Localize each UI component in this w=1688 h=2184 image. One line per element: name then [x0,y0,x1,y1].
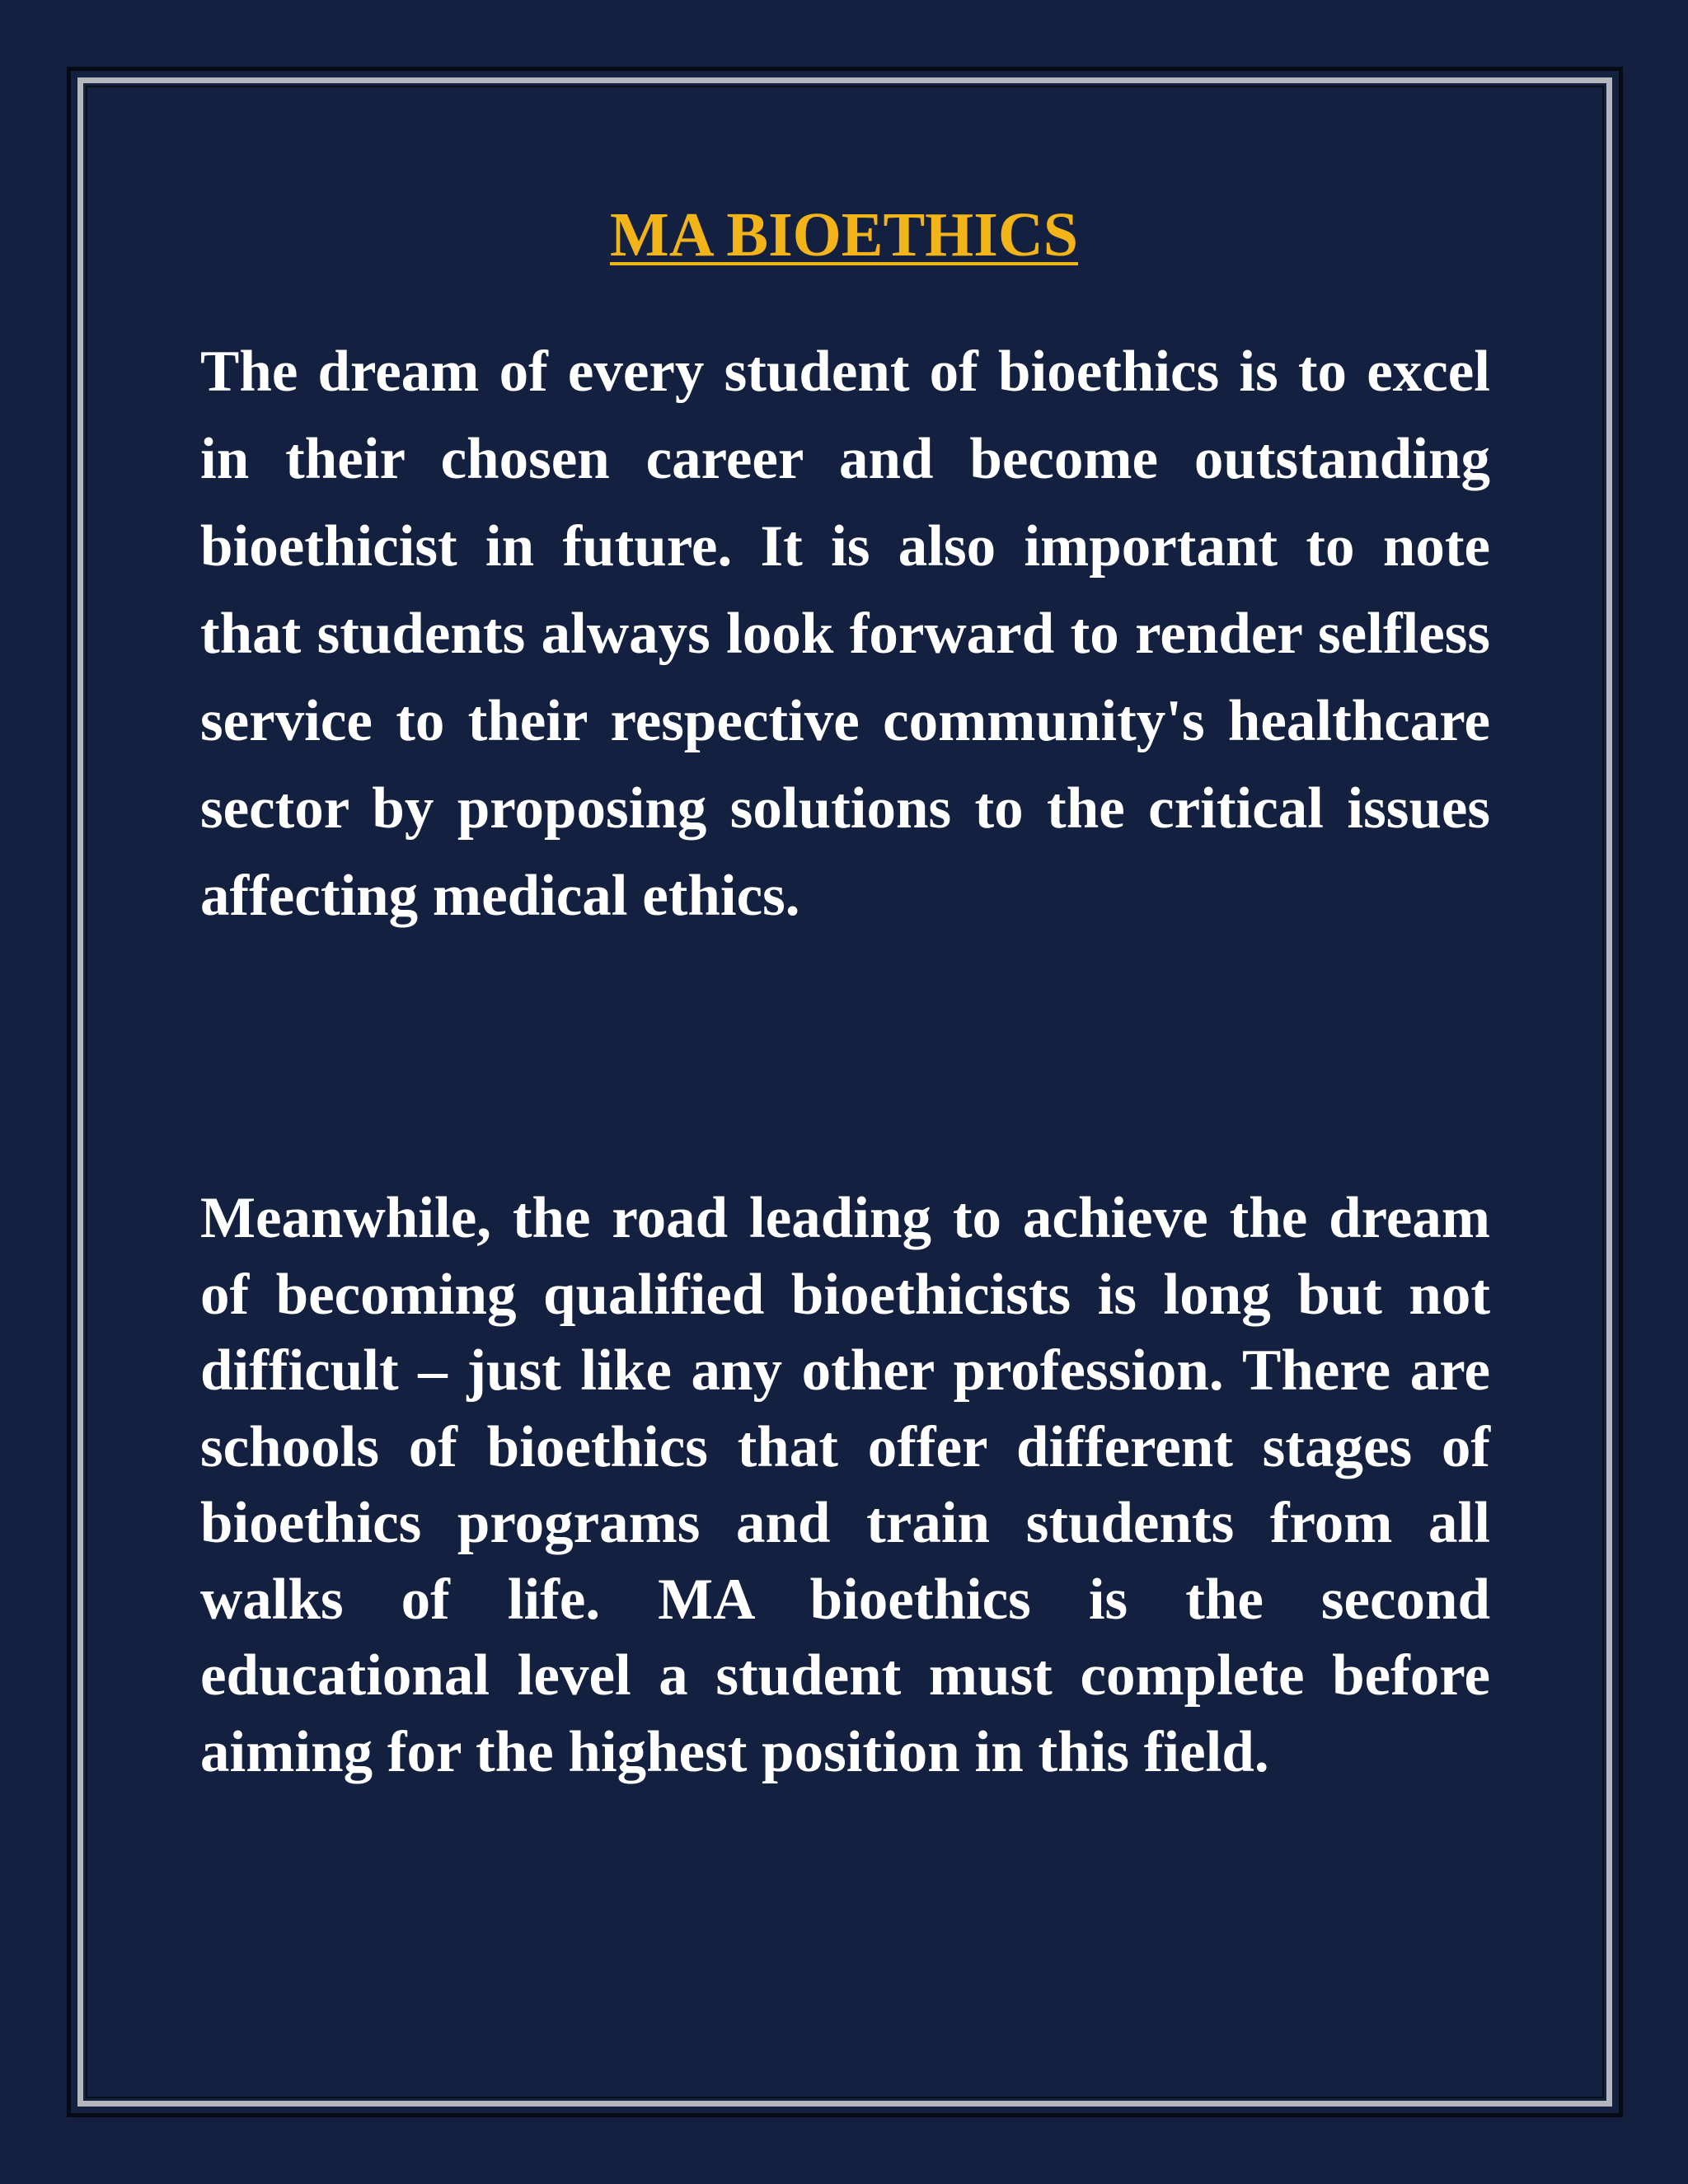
paragraph-intro: The dream of every student of bioethics is to excel in their chosen career and become outstanding bioethicist in future. It is also important to note that students always look forward to render selfless service to their respective community's healthcare sector by proposing solutions to the critical issues affecting medical ethics. [200,340,1490,928]
page-title: MA BIOETHICS [609,200,1079,269]
paragraph-meanwhile: Meanwhile, the road leading to achieve the dream of becoming qualified bioethicists is long but not difficult – just like any other profession. There are schools of bioethics that offer different stages of bioethics programs and train students from all walks of life. MA bioethics is the second educational level a student must complete before aiming for the highest position in this field. [200,1186,1490,1784]
